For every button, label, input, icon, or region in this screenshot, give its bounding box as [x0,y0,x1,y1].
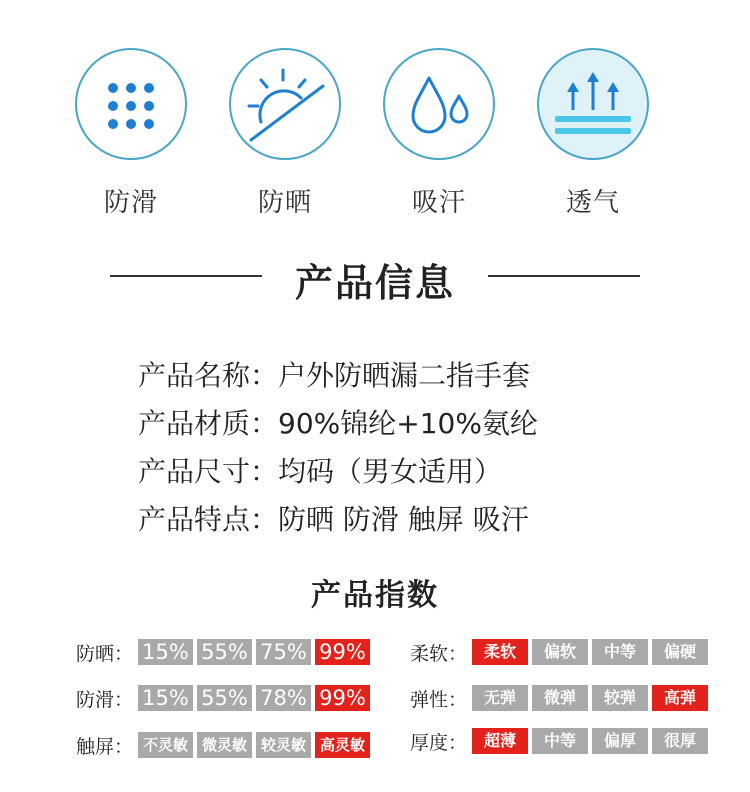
index-option: 不灵敏 [138,732,193,758]
index-row-elasticity [410,684,712,712]
index-option-selected: 柔软 [472,639,528,665]
info-name: 产品名称：户外防晒漏二指手套 [138,359,531,392]
index-row-sun [76,638,374,666]
index-option: 无弹 [472,685,528,711]
index-label: 触屏： [76,735,134,758]
breathable-arrows-icon [539,50,647,158]
index-option: 15% [138,685,193,711]
sun-icon [231,50,339,158]
circle [229,48,341,160]
feature-anti-slip [66,48,196,219]
index-option: 55% [197,685,252,711]
index-title: 产品指数 [311,578,439,613]
feature-label: 透气 [565,188,620,218]
index-option: 较灵敏 [256,732,311,758]
feature-sweat-absorb [374,48,504,219]
index-option: 中等 [532,728,588,754]
index-row-touch [76,731,374,759]
index-option-selected: 99% [315,685,370,711]
index-label: 弹性： [410,688,468,711]
dot-grid-icon [77,50,185,158]
feature-label: 吸汗 [411,188,466,218]
feature-icons [0,48,750,228]
section-title [0,248,750,308]
index-label: 防滑： [76,688,134,711]
feature-label: 防滑 [103,188,158,218]
info-size: 产品尺寸：均码（男女适用） [138,455,503,488]
circle [537,48,649,160]
index-row-slip [76,684,374,712]
index-option-selected: 99% [315,639,370,665]
index-label: 厚度： [410,731,468,754]
index-option: 78% [256,685,311,711]
product-info [138,352,538,544]
feature-breathable [528,48,658,219]
index-option: 很厚 [652,728,708,754]
feature-sun-protection [220,48,350,219]
index-option-selected: 高灵敏 [315,732,370,758]
circle [75,48,187,160]
index-option: 15% [138,639,193,665]
index-option-selected: 高弹 [652,685,708,711]
index-option: 75% [256,639,311,665]
index-label: 防晒： [76,642,134,665]
info-material: 产品材质：90%锦纶+10%氨纶 [138,407,538,440]
index-option: 55% [197,639,252,665]
index-option: 偏厚 [592,728,648,754]
index-option: 偏软 [532,639,588,665]
info-features: 产品特点：防晒 防滑 触屏 吸汗 [138,503,529,536]
index-label: 柔软： [410,642,468,665]
index-option: 偏硬 [652,639,708,665]
water-drops-icon [385,50,493,158]
section-title-text: 产品信息 [294,261,455,305]
index-option: 微灵敏 [197,732,252,758]
divider-right [488,275,640,277]
index-option: 中等 [592,639,648,665]
feature-label: 防晒 [257,188,312,218]
index-row-softness [410,638,712,666]
index-row-thickness [410,727,712,755]
index-option: 微弹 [532,685,588,711]
index-option: 较弹 [592,685,648,711]
circle [383,48,495,160]
index-option-selected: 超薄 [472,728,528,754]
